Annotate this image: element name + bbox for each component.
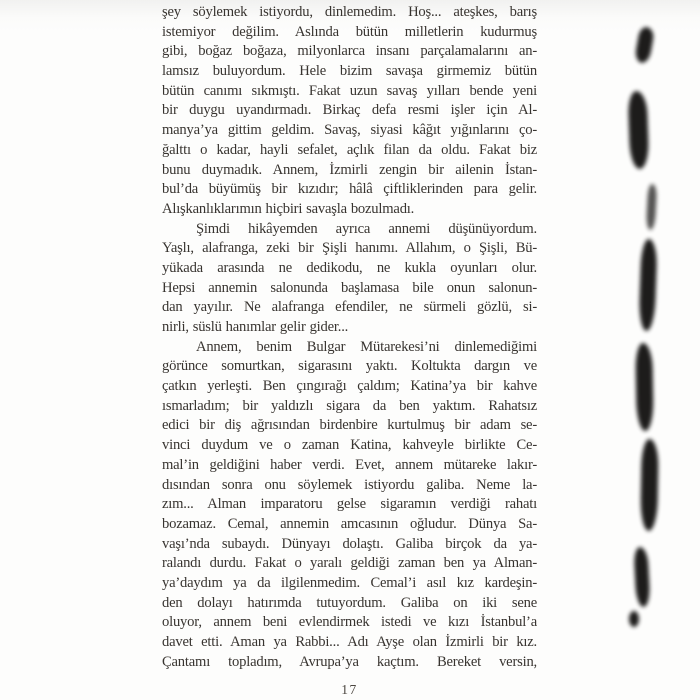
text-line: bunu duymadık. Annem, İzmirli zengin bir ailenin İstan- [162,161,537,178]
scan-mark [628,91,650,170]
text-line: zım... Alman imparatoru gelse sigaramın verdiği rahatı [162,496,537,513]
scan-mark [635,343,654,431]
text-line: Hepsi annemin salonunda başlamasa bile onun salonun- [162,279,537,296]
text-line: Çantamı topladım, Avrupa’ya kaçtım. Bereket versin, [162,653,537,670]
scan-mark [646,184,657,230]
text-line: mal’in geldiğini haber verdi. Evet, annem mütareke lakır- [162,456,537,473]
text-line: ralandı durdu. Fakat o yaralı geldiği zaman ben ya Alman- [162,555,537,572]
scan-mark [629,611,639,627]
text-line: yükada arasında ne dedikodu, ne kukla oyunları olur. [162,259,537,276]
page-number: 17 [341,682,358,697]
text-line: çatkın yerleşti. Ben çıngırağı çaldım; Katina’ya bir kahve [162,378,537,395]
text-line: Alışkanlıklarımın hiçbiri savaşla bozulmadı. [162,200,415,217]
text-line: Yaşlı, alafranga, zeki bir Şişli hanımı. Allahım, o Şişli, Bü- [162,240,537,257]
scan-mark [640,439,659,531]
page-text-block [162,3,537,672]
text-line: vinci duydum ve o zaman Katina, kahveyle birlikte Ce- [162,437,537,454]
text-line: görünce somurtkan, sigarasını yaktı. Koltukta dargın ve [162,358,537,375]
text-line: dan yayılır. Ne alafranga efendiler, ne sürmeli gözlü, si- [162,299,537,316]
text-line: bozamaz. Cemal, annemin amcasının oğludur. Dünya Sa- [162,515,537,532]
text-line: manya’ya gittim geldim. Savaş, siyasi kâğıt yığınlarını ço- [162,122,537,139]
text-line: ya’daydım ya da ilgilenmedim. Cemal’i asıl kız kardeşin- [162,574,537,591]
text-line: edici bir diş ağrısından birdenbire kurtulmuş bir adam se- [162,417,537,434]
text-line: oluyor, annem beni evlendirmek istedi ve kızı İstanbul’a [162,614,537,631]
text-line: gibi, boğaz boğaza, milyonlarca insanı parçalamalarını an- [162,43,537,60]
scan-mark [634,26,655,64]
text-line: davet etti. Aman ya Rabbi... Adı Ayşe olan İzmirli bir kız. [162,634,537,650]
text-line: bütün canımı sıkmıştı. Fakat uzun savaş yılları bende yeni [162,82,537,99]
text-line: vaşı’nda subaydı. Dünyayı dolaştı. Galiba birçok da ya- [162,535,537,552]
text-line: ğalttı o kadar, hayli sefalet, açlık filan da oldu. Fakat biz [162,141,537,158]
text-line: lamsız buluyordum. Hele bizim savaşa girmemiz bütün [162,63,537,80]
scan-mark [638,239,657,332]
text-line: istemiyor değilim. Aslında bütün milletlerin kudurmuş [162,23,537,40]
text-line: den dolayı hatırımda tutuyordum. Galiba on iki sene [162,594,537,611]
scan-mark [633,547,650,608]
text-line: ısmarladım; bir yaldızlı sigara da ben yaktım. Rahatsız [162,397,537,414]
text-line: bir duygu uyandırmadı. Birkaç defa resmi işler için Al- [162,102,537,119]
text-line: nirli, süslü hanımlar gelir gider... [162,319,349,335]
text-line: şey söylemek istiyordu, dinlemedim. Hoş... ateşkes, barış [162,4,537,20]
text-line: Annem, benim Bulgar Mütarekesi’ni dinlemediğimi [196,338,537,355]
text-line: dısından sonra onu söylemek istiyordu galiba. Neme la- [162,476,537,493]
text-line: bul’da büyümüş bir kızıdır; hâlâ çiftliklerinden para gelir. [162,181,537,198]
text-line: Şimdi hikâyemden ayrıca annemi düşünüyordum. [196,220,537,237]
